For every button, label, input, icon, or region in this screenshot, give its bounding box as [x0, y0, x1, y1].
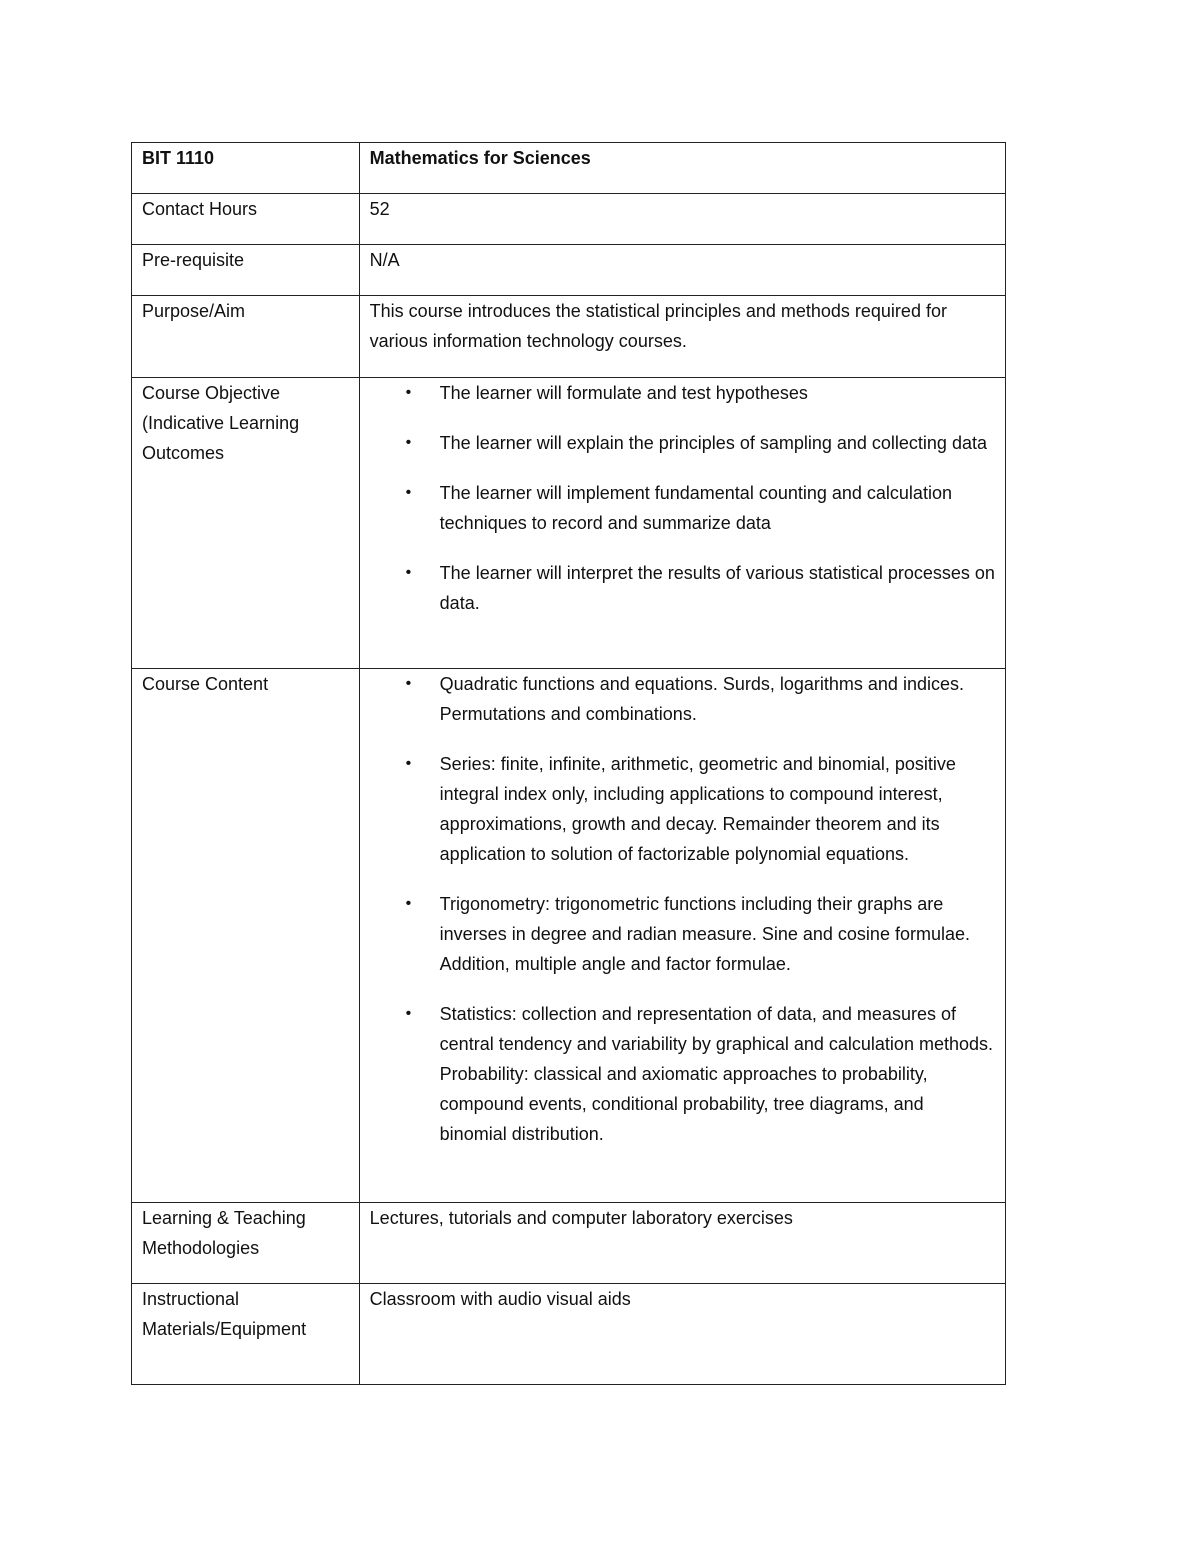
table-row-content [132, 669, 1006, 1203]
content-label: Course Content [132, 669, 360, 1203]
course-title: Mathematics for Sciences [359, 143, 1005, 194]
content-item: Series: finite, infinite, arithmetic, geometric and binomial, positive integral index only, including applications to compound interest, approximations, growth and decay. Remainder theorem and its application to solution of factorizable polynomial equations. [439, 754, 956, 864]
bullet-icon: • [405, 1005, 412, 1022]
table-row-methodologies [132, 1203, 1006, 1284]
list-item [405, 378, 995, 408]
list-item [405, 478, 995, 538]
objective-item: The learner will explain the principles of sampling and collecting data [439, 433, 987, 453]
contact-hours-value: 52 [359, 194, 1005, 245]
objective-item: The learner will formulate and test hypotheses [439, 383, 808, 403]
content-item: Statistics: collection and representation of data, and measures of central tendency and variability by graphical and calculation methods. Probability: classical and axiomatic approaches to probability, compound events, conditional probability, tree diagrams, and binomial distribution. [439, 1004, 993, 1144]
list-item [405, 889, 995, 979]
purpose-value: This course introduces the statistical principles and methods required for various information technology courses. [359, 296, 1005, 378]
list-item [405, 558, 995, 618]
methodologies-value: Lectures, tutorials and computer laboratory exercises [359, 1203, 1005, 1284]
list-item [405, 749, 995, 869]
table-row-prerequisite [132, 245, 1006, 296]
prerequisite-label: Pre-requisite [132, 245, 360, 296]
purpose-label: Purpose/Aim [132, 296, 360, 378]
bullet-icon: • [405, 895, 412, 912]
list-item [405, 669, 995, 729]
content-item: Quadratic functions and equations. Surds, logarithms and indices. Permutations and combinations. [439, 674, 964, 724]
content-item: Trigonometry: trigonometric functions including their graphs are inverses in degree and radian measure. Sine and cosine formulae. Addition, multiple angle and factor formulae. [439, 894, 970, 974]
table-row-header [132, 143, 1006, 194]
bullet-icon: • [405, 564, 412, 581]
objective-list [370, 378, 995, 618]
materials-value: Classroom with audio visual aids [359, 1284, 1005, 1385]
table-row-contact-hours [132, 194, 1006, 245]
course-code: BIT 1110 [132, 143, 360, 194]
table-row-objective [132, 378, 1006, 669]
objective-cell [359, 378, 1005, 669]
content-list [370, 669, 995, 1149]
prerequisite-value: N/A [359, 245, 1005, 296]
list-item [405, 428, 995, 458]
bullet-icon: • [405, 675, 412, 692]
table-row-materials [132, 1284, 1006, 1385]
objective-label: Course Objective (Indicative Learning Outcomes [132, 378, 360, 669]
list-item [405, 999, 995, 1149]
content-cell [359, 669, 1005, 1203]
methodologies-label: Learning & Teaching Methodologies [132, 1203, 360, 1284]
course-syllabus-table [131, 142, 1006, 1385]
table-row-purpose [132, 296, 1006, 378]
objective-item: The learner will implement fundamental counting and calculation techniques to record and summarize data [439, 483, 952, 533]
bullet-icon: • [405, 434, 412, 451]
objective-item: The learner will interpret the results of various statistical processes on data. [439, 563, 995, 613]
bullet-icon: • [405, 755, 412, 772]
bullet-icon: • [405, 484, 412, 501]
contact-hours-label: Contact Hours [132, 194, 360, 245]
materials-label: Instructional Materials/Equipment [132, 1284, 360, 1385]
bullet-icon: • [405, 384, 412, 401]
